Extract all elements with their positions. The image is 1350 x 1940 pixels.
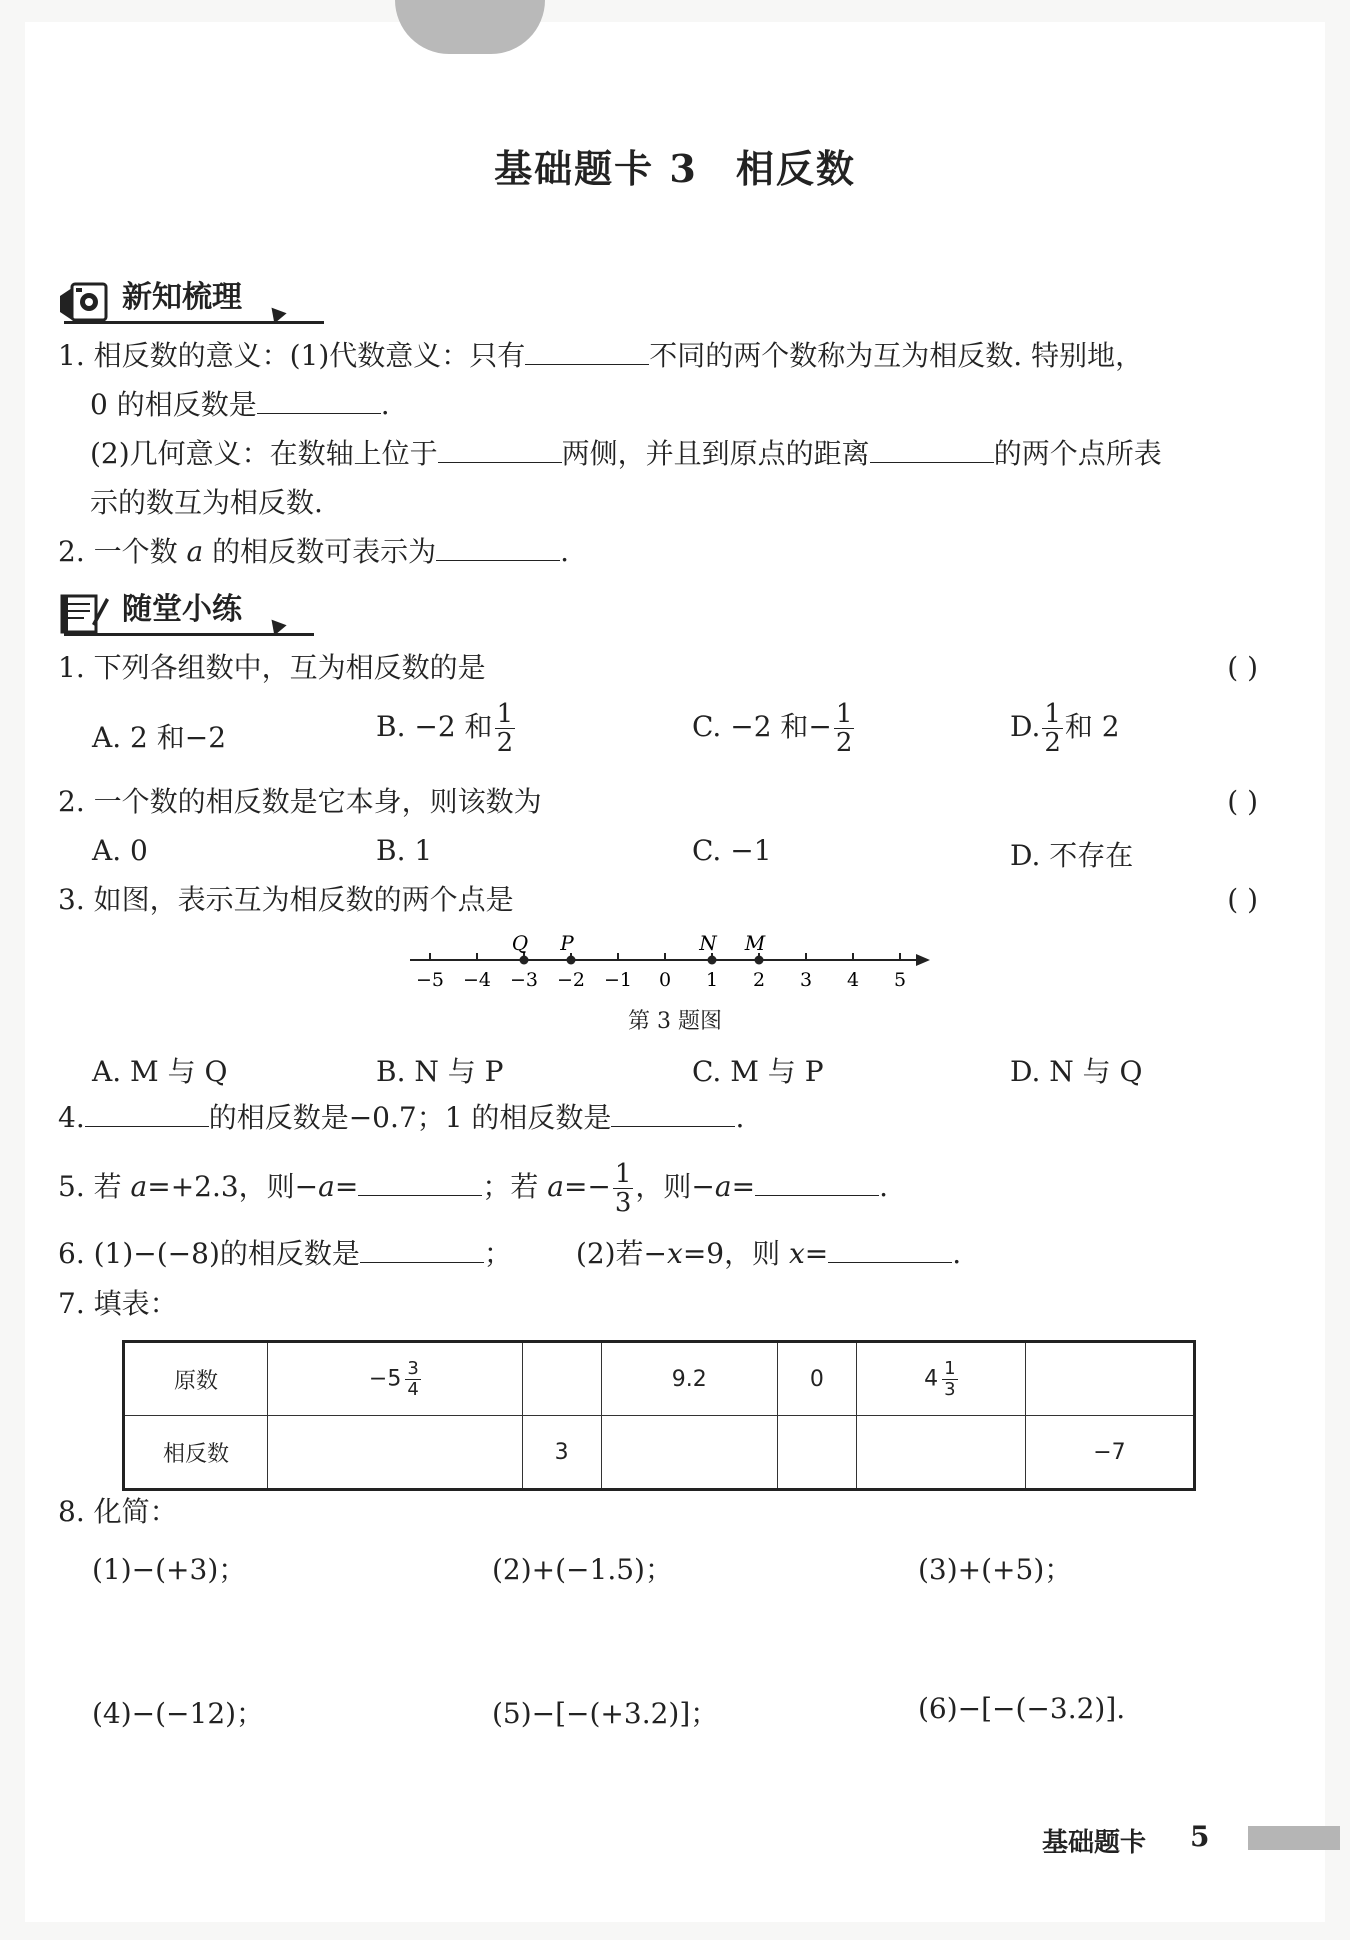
- figure-caption: 第 3 题图: [628, 1009, 722, 1034]
- q3-option-a[interactable]: A. M 与 Q: [92, 1055, 228, 1088]
- page-title: [0, 138, 1350, 193]
- q3-option-d[interactable]: D. N 与 Q: [1010, 1055, 1143, 1088]
- fraction: $\frac{1}{2}$: [1044, 699, 1061, 758]
- point-p: [567, 956, 576, 965]
- q8-part-4: (4)−(−12)；: [92, 1697, 265, 1730]
- footer-bar: [1248, 1826, 1340, 1850]
- q7-stem: 7. 填表：: [58, 1287, 178, 1320]
- q1-option-c[interactable]: C. −2 和− $\frac{1}{2}$: [692, 699, 853, 758]
- table-cell[interactable]: [1025, 1342, 1194, 1416]
- q2-option-b[interactable]: B. 1: [376, 834, 433, 867]
- page-number: 5: [1190, 1820, 1210, 1853]
- q8-stem: 8. 化简：: [58, 1495, 178, 1528]
- table-cell: 4 $\frac{1}{3}$: [856, 1342, 1025, 1416]
- table-cell: −5 $\frac{3}{4}$: [268, 1342, 523, 1416]
- answer-blank[interactable]: [828, 1236, 952, 1263]
- q8-part-3: (3)+(+5)；: [918, 1553, 1073, 1586]
- tick-label: 3: [799, 969, 813, 991]
- answer-blank[interactable]: [358, 1169, 482, 1196]
- point-label: Q: [511, 931, 529, 955]
- table-cell[interactable]: [268, 1416, 523, 1490]
- q4-line: 4. 的相反数是−0.7；1 的相反数是 .: [58, 1101, 745, 1134]
- q8-part-2: (2)+(−1.5)；: [492, 1553, 673, 1586]
- tick-label: −4: [462, 969, 492, 991]
- section-underline: [64, 321, 324, 324]
- section-underline: [64, 633, 314, 636]
- answer-blank[interactable]: [436, 534, 560, 561]
- q2-option-c[interactable]: C. −1: [692, 834, 772, 867]
- table-header-opposite: 相反数: [124, 1416, 268, 1490]
- q8-part-5: (5)−[−(+3.2)]；: [492, 1697, 719, 1730]
- answer-paren[interactable]: ( ): [1227, 785, 1258, 818]
- k2-line: 2. 一个数 a 的相反数可表示为 .: [58, 535, 570, 568]
- k1-line1: 1. 相反数的意义：(1)代数意义：只有 不同的两个数称为互为相反数. 特别地，: [58, 339, 1144, 372]
- q2-option-d[interactable]: D. 不存在: [1010, 839, 1134, 872]
- title-topic: 相反数: [735, 146, 856, 191]
- q2-stem: 2. 一个数的相反数是它本身，则该数为 ( ): [58, 785, 1258, 818]
- table-cell: −7: [1025, 1416, 1194, 1490]
- tick-label: 4: [846, 969, 860, 991]
- point-label: N: [699, 931, 717, 955]
- q1-stem: 1. 下列各组数中，互为相反数的是 ( ): [58, 651, 1258, 684]
- tick-label: −1: [603, 969, 633, 991]
- q5-line: 5. 若 a=+2.3，则−a= ；若 a=− $\frac{1}{3}$ ，则−a= .: [58, 1159, 888, 1218]
- section-label: 新知梳理: [122, 280, 242, 315]
- answer-blank[interactable]: [360, 1236, 484, 1263]
- answer-blank[interactable]: [755, 1169, 879, 1196]
- tick-label: −3: [509, 969, 539, 991]
- camera-icon: [58, 278, 110, 324]
- q1-option-a[interactable]: A. 2 和−2: [92, 721, 227, 754]
- notebook-pen-icon: [58, 590, 110, 636]
- section-header-practice: [58, 580, 314, 636]
- answer-blank[interactable]: [257, 387, 381, 414]
- q8-part-6: (6)−[−(−3.2)].: [918, 1692, 1126, 1725]
- axis-arrow: [916, 954, 930, 966]
- q8-part-1: (1)−(+3)；: [92, 1553, 247, 1586]
- answer-paren[interactable]: ( ): [1227, 883, 1258, 916]
- q6-line: 6. (1)−(−8)的相反数是 ； (2)若−x=9，则 x= .: [58, 1237, 962, 1270]
- tick-label: 2: [752, 969, 766, 991]
- point-label: P: [560, 931, 574, 955]
- point-label: M: [744, 931, 766, 955]
- q3-option-b[interactable]: B. N 与 P: [376, 1055, 504, 1088]
- point-q: [520, 956, 529, 965]
- fill-table: [122, 1340, 1196, 1491]
- answer-blank[interactable]: [525, 338, 649, 365]
- q3-stem: 3. 如图，表示互为相反数的两个点是 ( ): [58, 883, 1258, 916]
- section-header-knowledge: [58, 268, 324, 324]
- fraction: $\frac{1}{2}$: [496, 699, 514, 758]
- fraction: $\frac{1}{2}$: [835, 699, 853, 758]
- table-row: [124, 1416, 1195, 1490]
- q3-option-c[interactable]: C. M 与 P: [692, 1055, 824, 1088]
- tick-label: 0: [658, 969, 672, 991]
- fraction: $\frac{1}{3}$: [614, 1159, 632, 1218]
- q1-option-d[interactable]: D. $\frac{1}{2}$ 和 2: [1010, 699, 1120, 758]
- section-label: 随堂小练: [122, 592, 242, 627]
- table-cell[interactable]: [856, 1416, 1025, 1490]
- number-line-figure: [400, 922, 940, 1002]
- footer-label: 基础题卡: [1042, 1828, 1147, 1858]
- table-row: [124, 1342, 1195, 1416]
- tick-label: −2: [556, 969, 586, 991]
- table-cell: 0: [777, 1342, 856, 1416]
- k1-line2: 0 的相反数是 .: [90, 388, 390, 421]
- table-cell: 3: [522, 1416, 601, 1490]
- answer-blank[interactable]: [85, 1100, 209, 1127]
- answer-blank[interactable]: [438, 436, 562, 463]
- k1-line4: 示的数互为相反数.: [90, 486, 323, 519]
- title-card-number: 基础题卡 3: [494, 146, 698, 191]
- table-cell: 9.2: [601, 1342, 777, 1416]
- table-cell[interactable]: [601, 1416, 777, 1490]
- answer-paren[interactable]: ( ): [1227, 651, 1258, 684]
- table-cell[interactable]: [777, 1416, 856, 1490]
- point-n: [708, 956, 717, 965]
- point-m: [755, 956, 764, 965]
- k1-line3: (2)几何意义：在数轴上位于 两侧，并且到原点的距离 的两个点所表: [90, 437, 1162, 470]
- tick-label: 5: [893, 969, 907, 991]
- answer-blank[interactable]: [870, 436, 994, 463]
- answer-blank[interactable]: [611, 1100, 735, 1127]
- table-header-original: 原数: [124, 1342, 268, 1416]
- q2-option-a[interactable]: A. 0: [92, 834, 148, 867]
- tick-label: −5: [415, 969, 445, 991]
- q1-option-b[interactable]: B. −2 和 $\frac{1}{2}$: [376, 699, 514, 758]
- tick-label: 1: [705, 969, 719, 991]
- table-cell[interactable]: [522, 1342, 601, 1416]
